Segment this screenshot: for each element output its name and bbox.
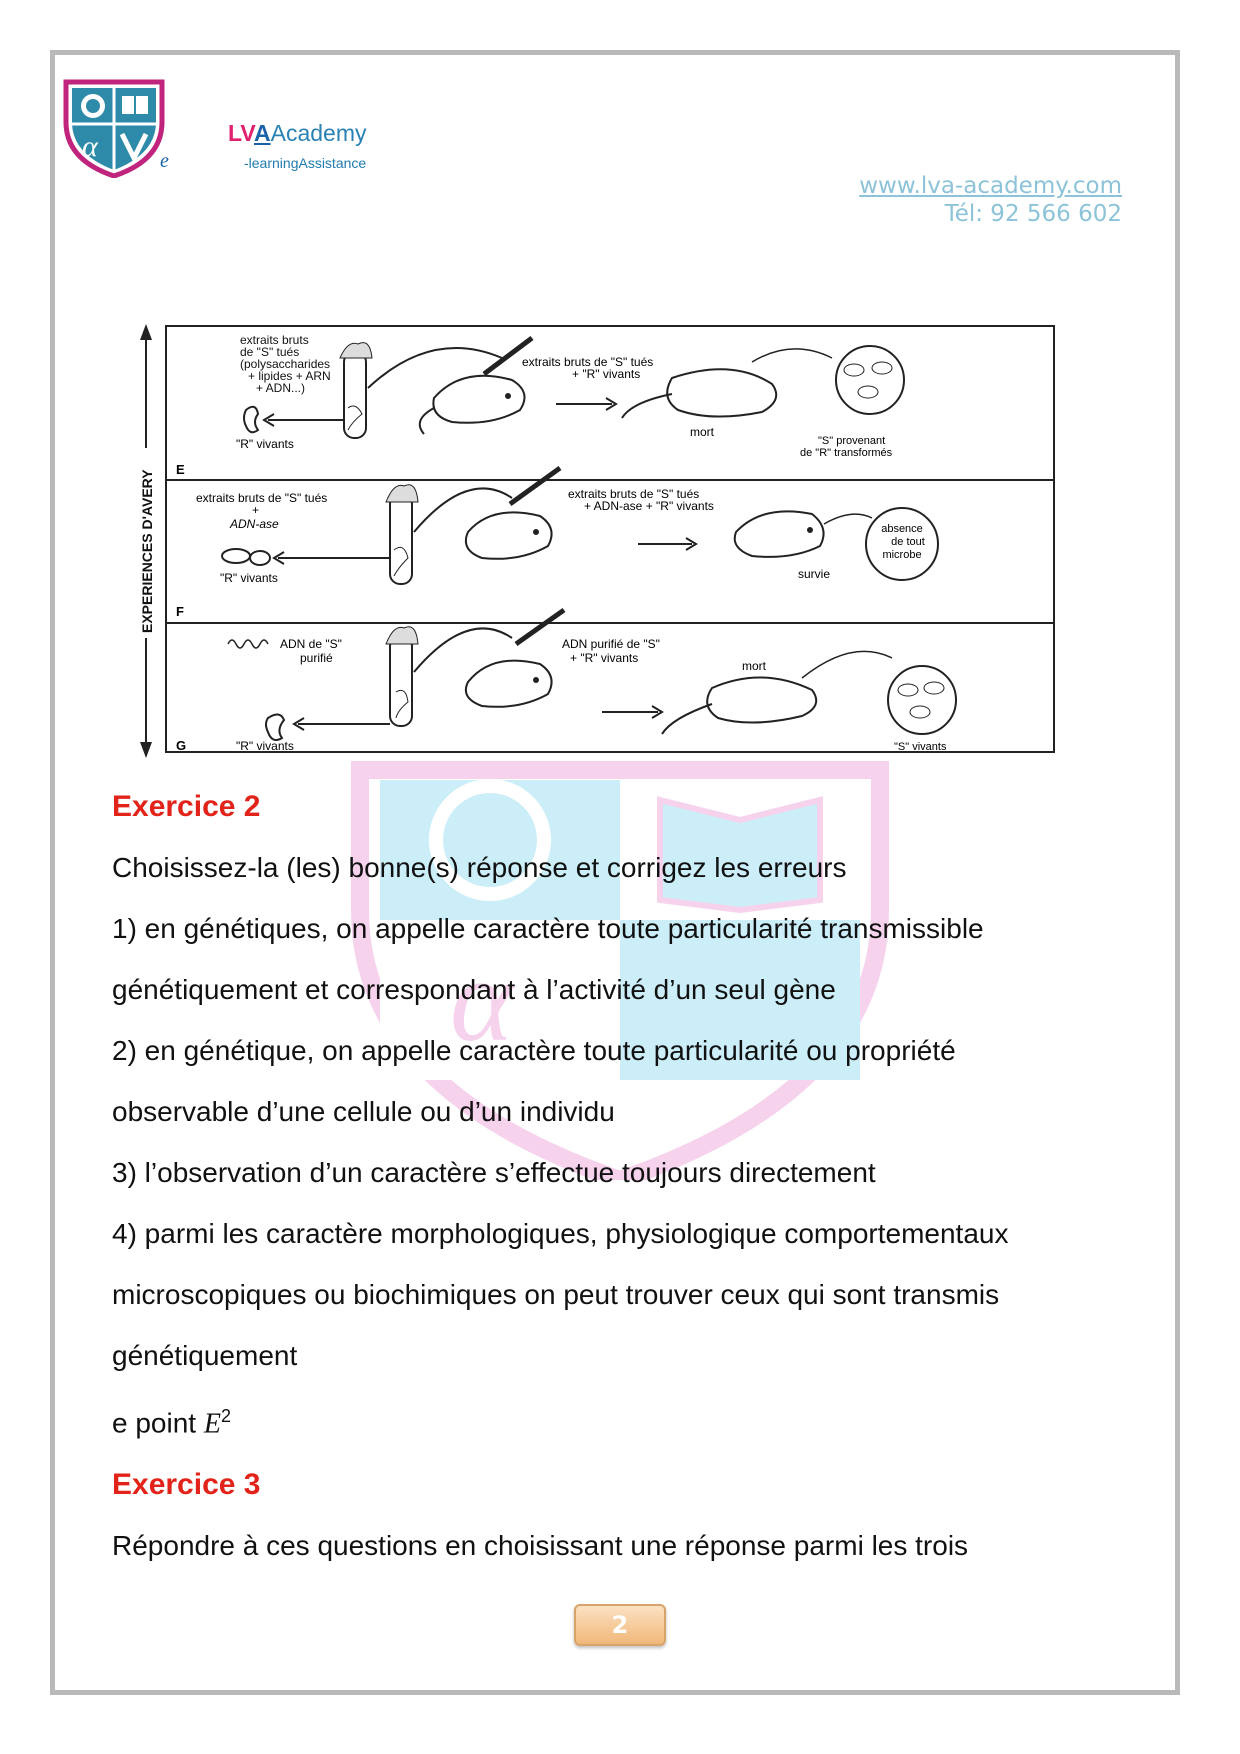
svg-text:extraits bruts de "S" tués+ "R xyxy=(522,355,653,381)
panel-f-injection: extraits bruts de "S" tués xyxy=(568,487,700,501)
exercise-2-line: génétiquement xyxy=(112,1340,298,1371)
e-point-text: e point xyxy=(112,1407,204,1439)
svg-text:extraits bruts de "S" tués xyxy=(196,491,331,531)
exercise-2-intro: Choisissez-la (les) bonne(s) réponse et corrigez les erreurs xyxy=(112,852,847,883)
e-point-exponent: 2 xyxy=(220,1406,231,1426)
panel-e-letter: E xyxy=(176,462,185,477)
panel-g-injection: ADN purifié de "S" xyxy=(562,637,660,651)
svg-text:ADN purifié de "S"+ "R" vivant xyxy=(562,637,660,665)
svg-text:extraits bruts de "S" tu xyxy=(240,333,334,395)
e-point-line xyxy=(112,1386,1112,1454)
panel-f-tube-text: extraits bruts de "S" tués xyxy=(196,491,328,505)
panel-e-result: mort xyxy=(690,425,714,439)
panel-f xyxy=(176,468,938,619)
panel-f-tube-text: ADN-ase xyxy=(230,517,279,531)
panel-f-r-vivants: "R" vivants xyxy=(220,571,278,585)
exercise-2-title: Exercice 2 xyxy=(112,790,261,823)
contact-block xyxy=(859,172,1122,228)
brand-e: e xyxy=(160,150,169,172)
panel-f-letter: F xyxy=(176,604,184,619)
exercise-2-line: 4) parmi les caractère morphologiques, physiologique comportementaux xyxy=(112,1218,1009,1249)
panel-f-circle-text: de tout xyxy=(891,536,925,548)
panel-f-circle-text: microbe xyxy=(882,549,922,561)
panel-f-result: survie xyxy=(798,567,831,581)
panel-e-injection: + "R" vivants xyxy=(572,367,641,381)
panel-e-tube-text: (polysaccharides xyxy=(240,357,331,371)
exercise-2-line: génétiquement et correspondant à l’activité d’un seul gène xyxy=(112,974,836,1005)
panel-g-letter: G xyxy=(176,738,187,753)
brand-academy: Academy xyxy=(270,120,367,146)
brand-subtitle: -learningAssistance xyxy=(244,155,367,171)
exercise-2-line: 2) en génétique, on appelle caractère toute particularité ou propriété xyxy=(112,1035,956,1066)
exercise-3-intro: Répondre à ces questions en choisissant une réponse parmi les trois xyxy=(112,1530,969,1562)
page-number: 2 xyxy=(574,1604,666,1646)
exercise-3-title: Exercice 3 xyxy=(112,1468,261,1502)
e-point-base: E xyxy=(203,1408,221,1440)
exercise-2-line: 3) l’observation d’un caractère s’effectue toujours directement xyxy=(112,1157,876,1188)
website-link[interactable]: www.lva-academy.com xyxy=(859,173,1122,199)
panel-e-tube-text: + lipides + ARN xyxy=(248,369,331,383)
svg-text:extraits bruts de "S" tués+ A xyxy=(568,487,714,513)
svg-text:α: α xyxy=(450,933,513,1066)
panel-g-tube-text: ADN de "S" xyxy=(280,637,342,651)
panel-f-injection: + ADN-ase + "R" vivants xyxy=(584,499,714,513)
avery-experiments-figure xyxy=(112,318,1060,760)
brand-name xyxy=(228,120,366,147)
exercise-2-line: 1) en génétiques, on appelle caractère toute particularité transmissible xyxy=(112,913,984,944)
lva-logo-icon xyxy=(58,78,170,178)
panel-f-tube-text: + xyxy=(252,503,260,517)
brand-lv: LV xyxy=(228,120,254,146)
phone-number: Tél: 92 566 602 xyxy=(944,201,1122,227)
exercise-2-line: observable d’une cellule ou d’un individu xyxy=(112,1096,615,1127)
panel-e xyxy=(176,333,904,477)
side-label: EXPERIENCES D'AVERY xyxy=(139,469,155,633)
panel-g-circle-text: "S" vivants xyxy=(894,741,947,753)
panel-g-tube-text: purifié xyxy=(300,651,333,665)
panel-g-r-vivants: "R" vivants xyxy=(236,739,294,753)
svg-text:α: α xyxy=(82,130,98,163)
panel-e-tube-text: extraits bruts xyxy=(240,333,309,347)
panel-e-tube-text: de "S" tués xyxy=(240,345,300,359)
panel-g-injection: + "R" vivants xyxy=(570,651,639,665)
panel-g xyxy=(176,610,956,753)
panel-e-circle-text: "S" provenant xyxy=(818,435,886,447)
panel-e-injection: extraits bruts de "S" tués xyxy=(522,355,654,369)
panel-e-circle-text: de "R" transformés xyxy=(800,447,893,459)
brand-a: A xyxy=(253,120,271,146)
panel-e-r-vivants: "R" vivants xyxy=(236,437,294,451)
panel-f-circle-text: absence xyxy=(881,523,923,535)
svg-text:ADN de "S"purifié xyxy=(280,637,342,665)
svg-text:"S" provenantde "R" transformé xyxy=(800,435,893,459)
exercise-content xyxy=(112,776,1112,1576)
exercise-2-line: microscopiques ou biochimiques on peut trouver ceux qui sont transmis xyxy=(112,1279,1000,1310)
panel-g-result: mort xyxy=(742,659,766,673)
panel-e-tube-text: + ADN...) xyxy=(256,381,306,395)
